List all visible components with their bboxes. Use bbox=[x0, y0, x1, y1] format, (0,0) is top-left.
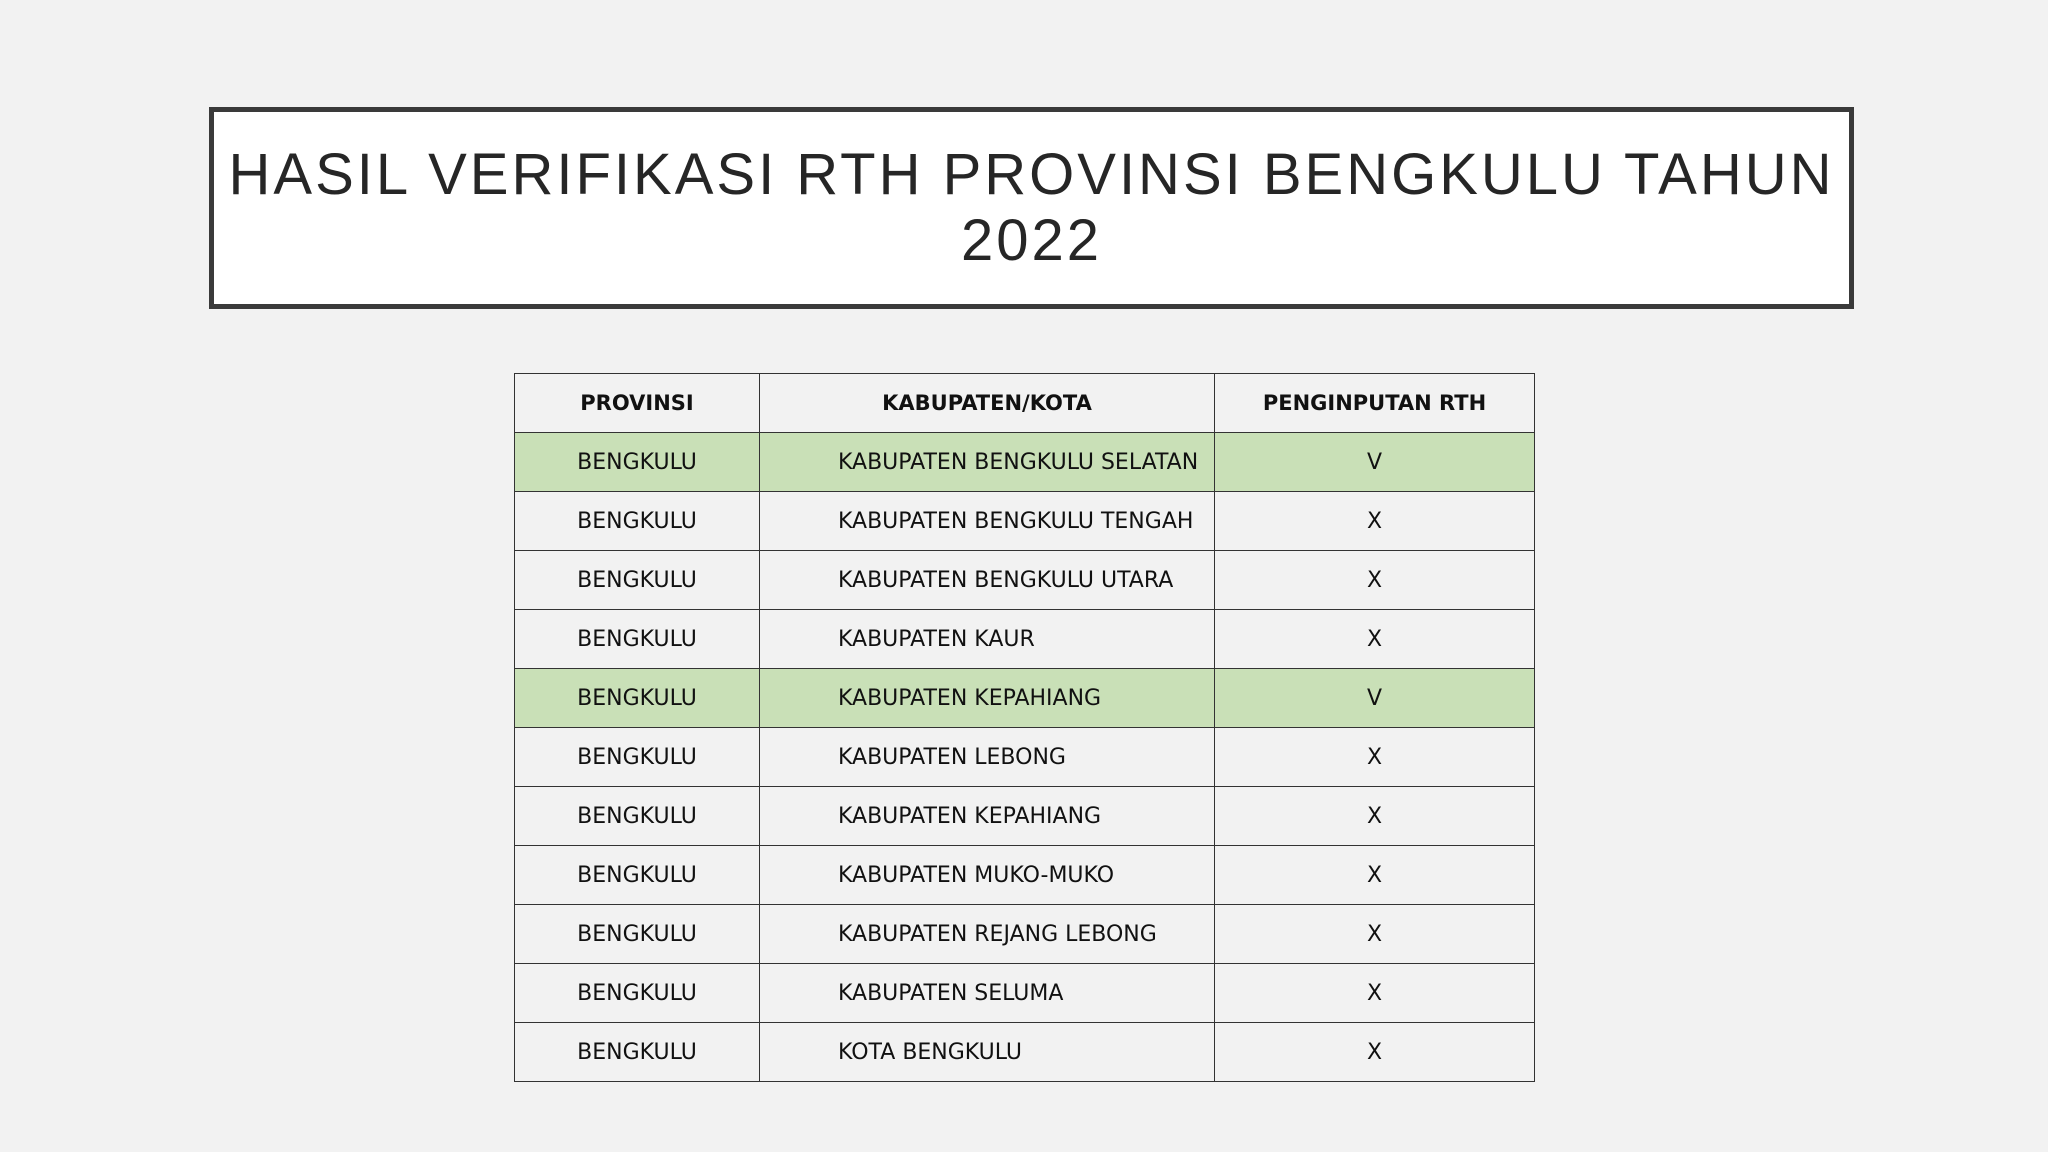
cell-provinsi: BENGKULU bbox=[515, 669, 760, 728]
table-row bbox=[515, 433, 1535, 492]
cell-provinsi: BENGKULU bbox=[515, 905, 760, 964]
cell-rth-status: X bbox=[1215, 964, 1535, 1023]
cell-rth-status: X bbox=[1215, 846, 1535, 905]
cell-provinsi: BENGKULU bbox=[515, 433, 760, 492]
title-line-1: HASIL VERIFIKASI RTH PROVINSI BENGKULU TAHUN bbox=[228, 142, 1835, 207]
cell-kabupaten: KABUPATEN SELUMA bbox=[760, 964, 1215, 1023]
cell-kabupaten: KABUPATEN REJANG LEBONG bbox=[760, 905, 1215, 964]
cell-kabupaten: KABUPATEN BENGKULU SELATAN bbox=[760, 433, 1215, 492]
cell-kabupaten: KABUPATEN MUKO-MUKO bbox=[760, 846, 1215, 905]
page-title bbox=[229, 142, 1835, 274]
cell-provinsi: BENGKULU bbox=[515, 964, 760, 1023]
table-row bbox=[515, 551, 1535, 610]
header-penginputan-rth: PENGINPUTAN RTH bbox=[1215, 374, 1535, 433]
cell-provinsi: BENGKULU bbox=[515, 492, 760, 551]
cell-provinsi: BENGKULU bbox=[515, 846, 760, 905]
cell-rth-status: X bbox=[1215, 905, 1535, 964]
table-row bbox=[515, 846, 1535, 905]
cell-provinsi: BENGKULU bbox=[515, 610, 760, 669]
header-provinsi: PROVINSI bbox=[515, 374, 760, 433]
table-row bbox=[515, 728, 1535, 787]
cell-kabupaten: KABUPATEN KAUR bbox=[760, 610, 1215, 669]
table-row bbox=[515, 492, 1535, 551]
cell-provinsi: BENGKULU bbox=[515, 787, 760, 846]
table-row bbox=[515, 610, 1535, 669]
title-line-2: 2022 bbox=[960, 208, 1103, 273]
table-row bbox=[515, 787, 1535, 846]
cell-rth-status: X bbox=[1215, 610, 1535, 669]
cell-rth-status: X bbox=[1215, 787, 1535, 846]
cell-rth-status: X bbox=[1215, 551, 1535, 610]
title-box bbox=[209, 107, 1854, 309]
cell-rth-status: X bbox=[1215, 1023, 1535, 1082]
cell-kabupaten: KABUPATEN BENGKULU TENGAH bbox=[760, 492, 1215, 551]
cell-rth-status: V bbox=[1215, 433, 1535, 492]
cell-provinsi: BENGKULU bbox=[515, 728, 760, 787]
cell-rth-status: X bbox=[1215, 728, 1535, 787]
cell-rth-status: X bbox=[1215, 492, 1535, 551]
cell-rth-status: V bbox=[1215, 669, 1535, 728]
verification-table-wrapper bbox=[514, 373, 1534, 1082]
table-row bbox=[515, 964, 1535, 1023]
cell-kabupaten: KABUPATEN BENGKULU UTARA bbox=[760, 551, 1215, 610]
cell-kabupaten: KOTA BENGKULU bbox=[760, 1023, 1215, 1082]
table-body bbox=[515, 433, 1535, 1082]
table-row bbox=[515, 669, 1535, 728]
table-row bbox=[515, 1023, 1535, 1082]
cell-kabupaten: KABUPATEN KEPAHIANG bbox=[760, 669, 1215, 728]
cell-kabupaten: KABUPATEN LEBONG bbox=[760, 728, 1215, 787]
cell-provinsi: BENGKULU bbox=[515, 1023, 760, 1082]
verification-table bbox=[514, 373, 1535, 1082]
header-kabupaten-kota: KABUPATEN/KOTA bbox=[760, 374, 1215, 433]
table-header-row bbox=[515, 374, 1535, 433]
table-row bbox=[515, 905, 1535, 964]
cell-provinsi: BENGKULU bbox=[515, 551, 760, 610]
cell-kabupaten: KABUPATEN KEPAHIANG bbox=[760, 787, 1215, 846]
